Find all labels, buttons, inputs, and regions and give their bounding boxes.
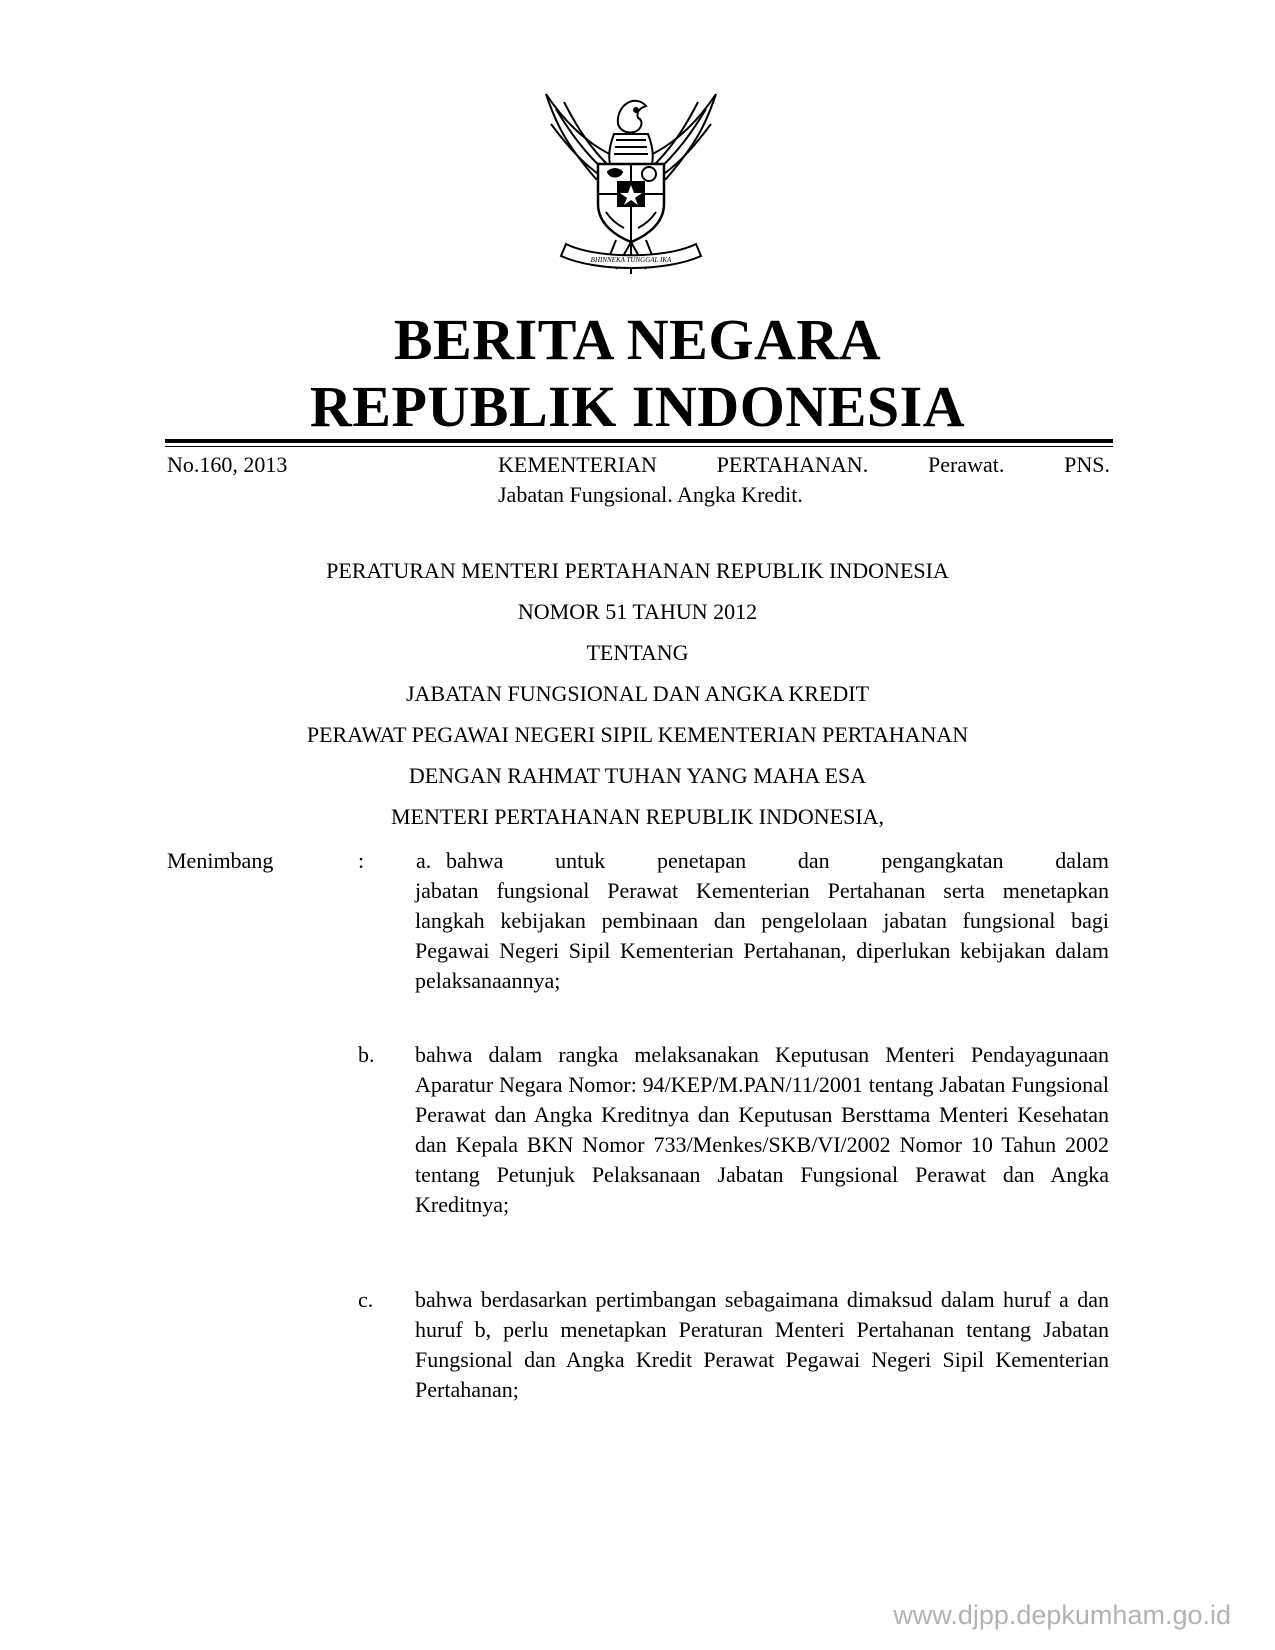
consideration-b-letter: b. xyxy=(358,1042,375,1067)
consideration-a-text: jabatan fungsional Perawat Kementerian Pertahanan serta menetapkan langkah kebijakan pembinaan dan pengelolaan jabatan fungsional bagi Pegawai Negeri Sipil Kementerian Pertahanan, diperlukan kebijakan dalam pelaksanaannya; xyxy=(415,878,1109,993)
regulation-number: NOMOR 51 TAHUN 2012 xyxy=(517,599,758,624)
regulation-title: PERATURAN MENTERI PERTAHANAN REPUBLIK INDONESIA xyxy=(326,558,949,583)
regulation-about: TENTANG xyxy=(586,640,689,665)
gazette-number: No.160, 2013 xyxy=(167,452,288,477)
emblem-motto: BHINNEKA TUNGGAL IKA xyxy=(590,256,672,264)
consideration-c-text: bahwa berdasarkan pertimbangan sebagaimana dimaksud dalam huruf a dan huruf b, perlu menetapkan Peraturan Menteri Pertahanan tentang Jabatan Fungsional dan Angka Kredit Perawat Pegawai Negeri Sipil Kementerian Pertahanan; xyxy=(415,1287,1109,1402)
gazette-subject xyxy=(498,450,1110,510)
menimbang-colon: : xyxy=(358,848,365,873)
gazette-title-line1: BERITA NEGARA xyxy=(393,307,882,372)
regulation-preamble: DENGAN RAHMAT TUHAN YANG MAHA ESA xyxy=(408,763,867,788)
consideration-b-text: bahwa dalam rangka melaksanakan Keputusan Menteri Pendayagunaan Aparatur Negara Nomor: 94/KEP/M.PAN/11/2001 tentang Jabatan Fungsional Perawat dan Angka Kreditnya dan Keputusan Bersttama Menteri Kesehatan dan Kepala BKN Nomor 733/Menkes/SKB/VI/2002 Nomor 10 Tahun 2002 tentang Petunjuk Pelaksanaan Jabatan Fungsional Perawat dan Angka Kreditnya; xyxy=(415,1042,1109,1217)
consideration-c-letter: c. xyxy=(358,1287,374,1312)
consideration-a-first-line: bahwa untuk penetapan dan pengangkatan dalam xyxy=(446,848,1109,873)
regulation-subject-line1: JABATAN FUNGSIONAL DAN ANGKA KREDIT xyxy=(405,681,870,706)
regulation-issuer: MENTERI PERTAHANAN REPUBLIK INDONESIA, xyxy=(390,804,885,829)
gazette-title-line2: REPUBLIK INDONESIA xyxy=(309,374,966,439)
source-watermark-url: www.djpp.depkumham.go.id xyxy=(893,1600,1231,1630)
header-divider-thin xyxy=(165,446,1113,447)
gazette-subject-line1: KEMENTERIAN PERTAHANAN. Perawat. PNS. xyxy=(498,452,1110,477)
header-divider-thick xyxy=(165,439,1113,443)
consideration-a-letter: a. xyxy=(416,848,432,873)
gazette-subject-line2: Jabatan Fungsional. Angka Kredit. xyxy=(498,482,803,507)
garuda-emblem-icon xyxy=(536,84,726,284)
regulation-subject-line2: PERAWAT PEGAWAI NEGERI SIPIL KEMENTERIAN PERTAHANAN xyxy=(306,722,969,747)
menimbang-label: Menimbang xyxy=(167,848,274,873)
